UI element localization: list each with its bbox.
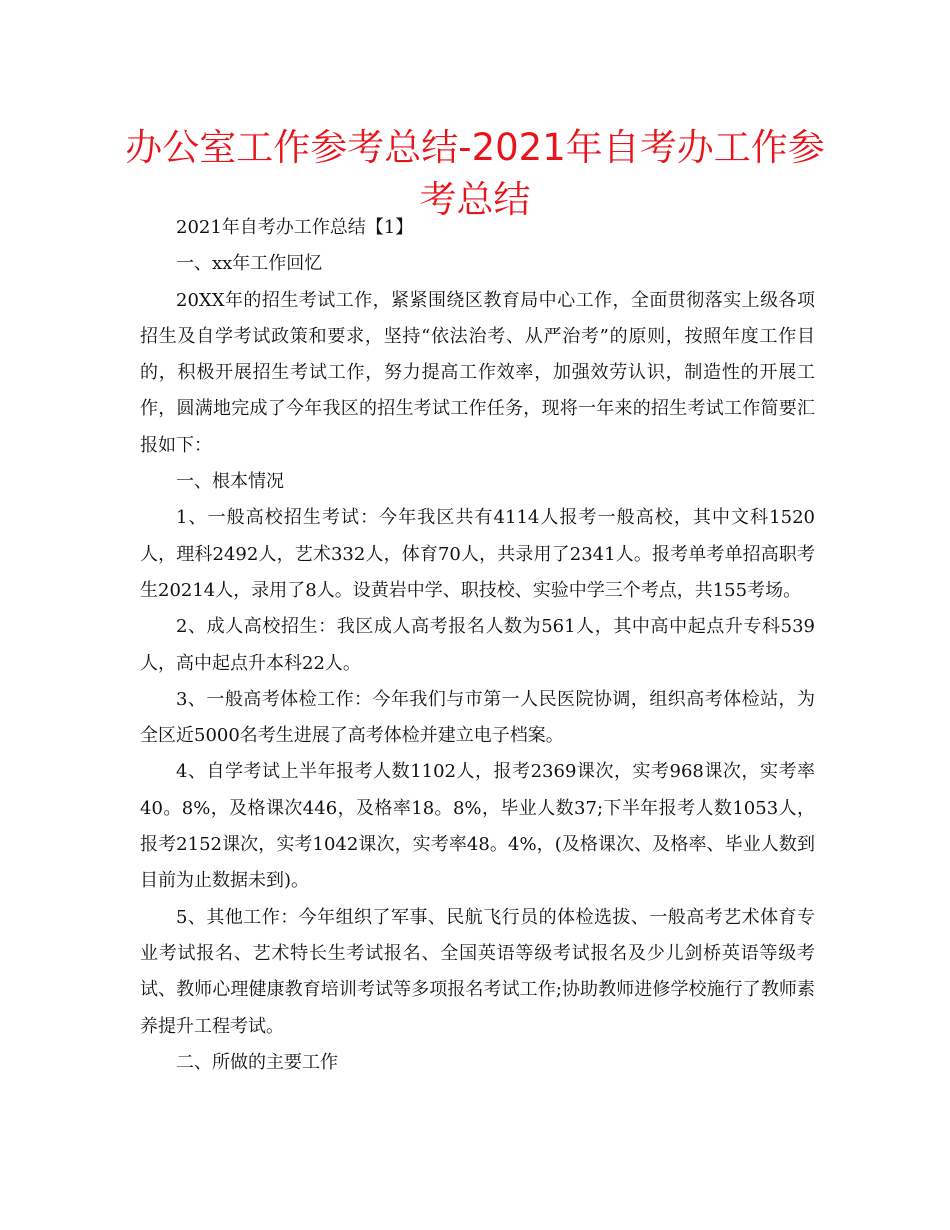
section-heading: 二、所做的主要工作 [176, 1051, 338, 1073]
body-paragraph: 1、一般高校招生考试：今年我区共有4114人报考一般高校，其中文科1520人，理科2492人，艺术332人，体育70人，共录用了2341人。报考单考单招高职考生20214人，录用了8人。设黄岩中学、职技校、实验中学三个考点，共155考场。 [140, 507, 815, 601]
section-heading: 2021年自考办工作总结【1】 [176, 217, 414, 238]
body-paragraph: 4、自学考试上半年报考人数1102人，报考2369课次，实考968课次，实考率40。8%，及格课次446，及格率18。8%，毕业人数37;下半年报考人数1053人，报考2152课次，实考1042课次，实考率48。4%，(及格课次、及格率、毕业人数到目前为止数据未到)。 [140, 761, 815, 892]
body-paragraph: 20XX年的招生考试工作，紧紧围绕区教育局中心工作，全面贯彻落实上级各项招生及自学考试政策和要求，坚持“依法治考、从严治考”的原则，按照年度工作目的，积极开展招生考试工作，努力提高工作效率，加强效劳认识，制造性的开展工作，圆满地完成了今年我区的招生考试工作任务，现将一年来的招生考试工作简要汇报如下： [140, 289, 815, 456]
document-title: 办公室工作参考总结-2021年自考办工作参考总结 [125, 126, 825, 221]
body-paragraph: 5、其他工作：今年组织了军事、民航飞行员的体检选拔、一般高考艺术体育专业考试报名、艺术特长生考试报名、全国英语等级考试报名及少儿剑桥英语等级考试、教师心理健康教育培训考试等多项报名考试工作;协助教师进修学校施行了教师素养提升工程考试。 [140, 906, 815, 1037]
section-heading: 一、xx年工作回忆 [176, 253, 323, 275]
body-paragraph: 3、一般高考体检工作：今年我们与市第一人民医院协调，组织高考体检站，为全区近5000名考生进展了高考体检并建立电子档案。 [140, 688, 815, 747]
body-paragraph: 2、成人高校招生：我区成人高考报名人数为561人，其中高中起点升专科539人，高中起点升本科22人。 [140, 616, 815, 674]
section-heading: 一、根本情况 [176, 471, 284, 493]
document-body [140, 210, 815, 1081]
